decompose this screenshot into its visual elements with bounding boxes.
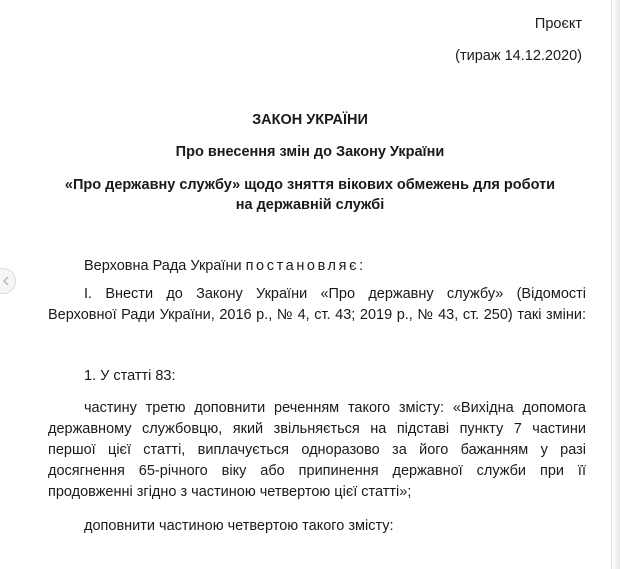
preamble-start: Верховна Рада України [84, 258, 246, 274]
paragraph-1-line-5: продовженні згідно з частиною четвертою цієї статті»; [48, 484, 412, 500]
paragraph-1-line-3: першої цієї статті, виплачується одноразово за його бажанням у разі [48, 442, 586, 458]
paragraph-1-line-1: частину третю доповнити реченням такого змісту: «Вихідна допомога [84, 400, 586, 416]
preamble-end: : [359, 258, 364, 274]
page-edge [611, 0, 620, 569]
project-label: Проєкт [534, 16, 582, 32]
item-1: 1. У статті 83: [84, 368, 176, 384]
draft-date: (тираж 14.12.2020) [455, 48, 582, 64]
law-title-line-1: Про внесення змін до Закону України [175, 144, 445, 160]
chevron-left-icon [2, 276, 10, 286]
section-1-line-1: І. Внести до Закону України «Про державну службу» (Відомості [84, 286, 586, 302]
paragraph-1-line-4: досягнення 65-річного віку або припинення державної служби при її [48, 463, 586, 479]
paragraph-1-line-2: державному службовцю, який звільняється на підставі пункту 7 частини [48, 421, 586, 437]
previous-page-button[interactable] [0, 268, 16, 294]
section-1-line-2: Верховної Ради України, 2016 р., № 4, ст. 43; 2019 р., № 43, ст. 250) такі зміни: [48, 307, 586, 323]
paragraph-2: доповнити частиною четвертою такого змісту: [84, 518, 394, 534]
law-heading: ЗАКОН УКРАЇНИ [252, 112, 368, 128]
preamble-resolves: постановляє [245, 258, 360, 274]
preamble [84, 256, 363, 276]
law-title-line-2: «Про державну службу» щодо зняття вікових обмежень для роботи [64, 177, 556, 193]
law-title-line-3: на державній службі [235, 197, 385, 213]
